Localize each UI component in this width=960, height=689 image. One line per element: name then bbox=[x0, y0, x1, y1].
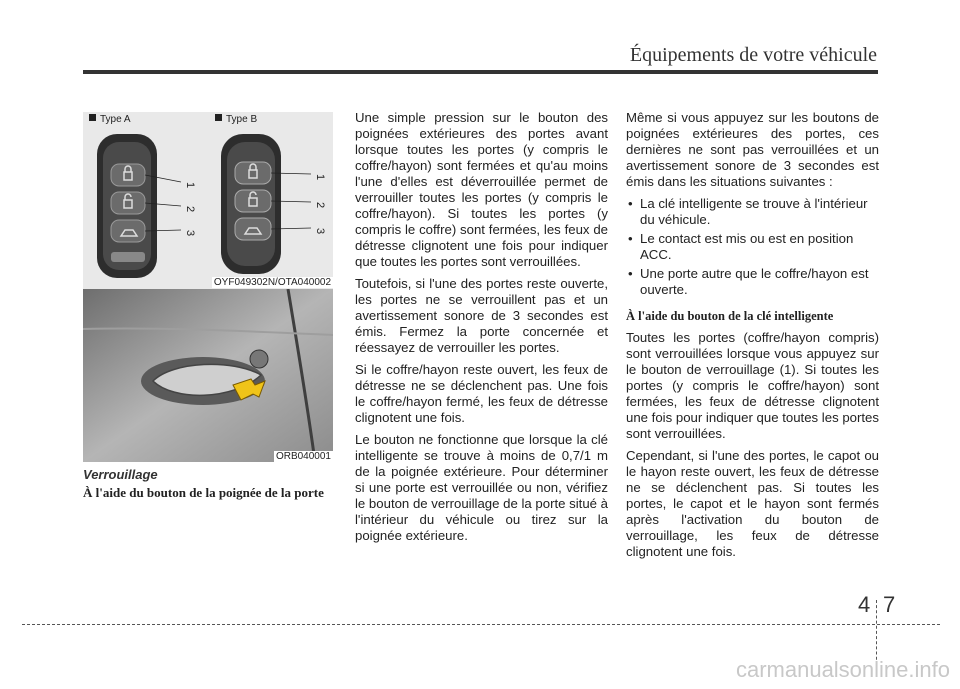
figure-code-keys: OYF049302N/OTA040002 bbox=[213, 277, 331, 288]
key-a-number-2: 2 bbox=[184, 206, 196, 213]
paragraph: Si le coffre/hayon reste ouvert, les feux de détresse ne se déclenchent pas. Une fois le coffre/hayon fermé, les feux de détresse clignotent une fois. bbox=[355, 362, 608, 425]
list-item: • Une porte autre que le coffre/hayon est ouverte. bbox=[626, 266, 879, 298]
column-3 bbox=[626, 110, 879, 566]
subheading: À l'aide du bouton de la clé intelligente bbox=[626, 309, 834, 323]
key-b-number-3: 3 bbox=[314, 228, 326, 235]
bullet-list bbox=[626, 196, 879, 298]
list-item: • La clé intelligente se trouve à l'intérieur du véhicule. bbox=[626, 196, 879, 228]
section-title: Verrouillage bbox=[83, 467, 158, 482]
key-b-number-1: 1 bbox=[314, 174, 326, 181]
type-a-text: Type A bbox=[100, 114, 131, 125]
smart-key-type-a bbox=[83, 112, 207, 289]
paragraph: Toutes les portes (coffre/hayon compris) sont verrouillées lorsque vous appuyez sur le bouton de verrouillage (1). Si toutes les portes (y compris le coffre/hayon) sont fermées, les feux de détresse clignotent une fois pour indiquer que toutes les portes sont verrouillées. bbox=[626, 330, 879, 441]
door-handle-photo bbox=[83, 289, 333, 462]
paragraph: Cependant, si l'une des portes, le capot ou le hayon reste ouvert, les feux de détresse ne se déclenchent pas. Si toutes les portes, le capot et le hayon sont fermés après l'activation du bouton de verrouillage, les feux de détresse clignotent une fois. bbox=[626, 448, 879, 559]
figure-code-door: ORB040001 bbox=[275, 451, 331, 462]
paragraph: Le bouton ne fonctionne que lorsque la clé intelligente se trouve à moins de 0,7/1 m de la poignée extérieure. Pour déterminer si une porte est verrouillée ou non, vérifiez le bouton de verrouillage de la porte situé à l'intérieur du véhicule ou tirez sur la poignée extérieure. bbox=[355, 432, 608, 543]
type-b-text: Type B bbox=[226, 114, 258, 125]
list-item: • Le contact est mis ou est en position ACC. bbox=[626, 231, 879, 263]
smart-key-b-icon bbox=[209, 112, 333, 289]
smart-key-type-b bbox=[209, 112, 333, 289]
column-2 bbox=[355, 110, 608, 550]
subsection-title: À l'aide du bouton de la poignée de la porte bbox=[83, 485, 324, 500]
type-b-label bbox=[215, 114, 257, 125]
header-rule bbox=[83, 70, 878, 74]
key-b-number-2: 2 bbox=[314, 202, 326, 209]
watermark: carmanualsonline.info bbox=[735, 657, 950, 682]
paragraph: Une simple pression sur le bouton des poignées extérieures des portes avant lorsque toutes les portes (y compris le coffre/hayon) sont fermées et qu'au moins l'une d'elles est déverrouillée permet de verrouiller toutes les portes (y compris le coffre/hayon). Si toutes les portes (y compris le coffre) sont fermées, les feux de détresse clignotent une fois pour indiquer que toutes les portes sont verrouillées. bbox=[355, 110, 608, 269]
chapter-number: 4 bbox=[858, 592, 871, 617]
footer-rule bbox=[22, 624, 940, 625]
paragraph: Même si vous appuyez sur les boutons de poignées extérieures des portes, ces dernières ne sont pas verrouillées et un avertissement sonore de 3 secondes est émis dans les situations suivantes : bbox=[626, 110, 879, 189]
type-a-label bbox=[89, 114, 131, 125]
door-handle-icon bbox=[83, 289, 333, 462]
smart-key-illustration bbox=[83, 112, 333, 289]
key-a-number-1: 1 bbox=[184, 182, 196, 189]
key-a-number-3: 3 bbox=[184, 230, 196, 237]
page-number: 7 bbox=[883, 592, 896, 617]
smart-key-a-icon bbox=[83, 112, 207, 289]
illustration bbox=[83, 112, 333, 462]
paragraph: Toutefois, si l'une des portes reste ouverte, les portes ne se verrouillent pas et un avertissement sonore de 3 secondes est émis. Fermez la porte concernée et réessayez de verrouiller les portes. bbox=[355, 276, 608, 355]
page-header-title: Équipements de votre véhicule bbox=[629, 44, 877, 66]
